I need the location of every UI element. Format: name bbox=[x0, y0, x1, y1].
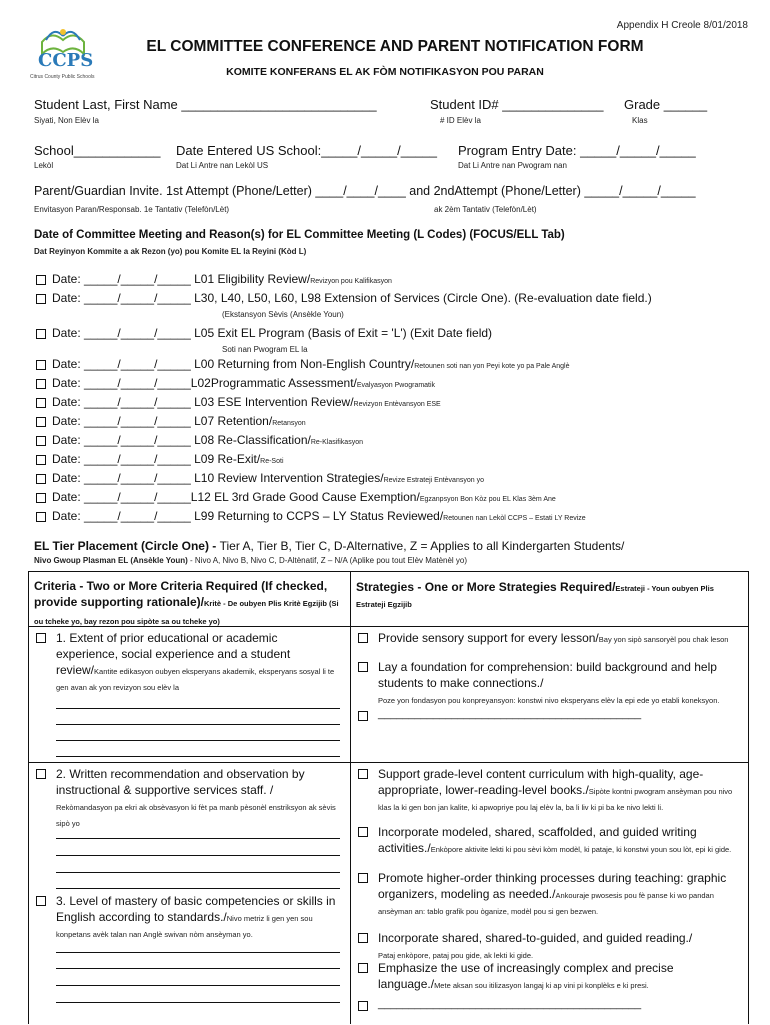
meeting-item-extra: (Ekstansyon Sèvis (Ansèkle Youn) bbox=[222, 310, 344, 319]
parent-invite-field[interactable]: Parent/Guardian Invite. 1st Attempt (Phone/Letter) ____/____/____ and 2ndAttempt (Phone/Letter) _____/_____/_____ bbox=[34, 184, 696, 198]
strategy-item[interactable]: Provide sensory support for every lesson/Bay yon sipò sansoryèl pou chak leson bbox=[358, 630, 742, 646]
grade-sub: Klas bbox=[632, 116, 648, 125]
appendix-label: Appendix H Creole 8/01/2018 bbox=[616, 20, 748, 31]
meeting-item[interactable]: Date: _____/_____/_____ L01 Eligibility Review/Revizyon pou Kalifikasyon bbox=[36, 272, 392, 286]
meeting-item[interactable]: Date: _____/_____/_____ L07 Retention/Retansyon bbox=[36, 414, 306, 428]
meeting-heading: Date of Committee Meeting and Reason(s) for EL Committee Meeting (L Codes) (FOCUS/ELL Tab) bbox=[34, 229, 565, 241]
strategies-header: Strategies - One or More Strategies Required/Estrateji - Youn oubyen Plis Estrateji Egzijib bbox=[356, 580, 714, 609]
meeting-item[interactable]: Date: _____/_____/_____ L99 Returning to CCPS – LY Status Reviewed/Retounen nan Lekòl CCPS – Estati LY Revize bbox=[36, 509, 586, 523]
program-entry-sub: Dat Li Antre nan Pwogram nan bbox=[458, 161, 567, 170]
student-id-sub: # ID Elèv la bbox=[440, 116, 481, 125]
checkbox-icon[interactable] bbox=[358, 963, 368, 973]
strategy-item[interactable]: Support grade-level content curriculum with high-quality, age-appropriate, lower-reading-level books./Sipòte kontni pwogram ansèyman pou nivo klas la ki gen bon jan kalite, ki apwopriye pou laj elèv la, ba li liv ki pi ba ke nivo lekti li. bbox=[358, 766, 742, 814]
checkbox-icon[interactable] bbox=[36, 769, 46, 779]
rationale-line[interactable] bbox=[56, 1002, 340, 1003]
checkbox-icon[interactable] bbox=[36, 294, 46, 304]
checkbox-icon[interactable] bbox=[36, 493, 46, 503]
criteria-item-1[interactable]: 1. Extent of prior educational or academic experience, social experience and a student review/Kantite edikasyon oubyen eksperyans akademik, eksperyans sosyal li te gen avan ak yon revizyon sou elèv la bbox=[36, 630, 341, 694]
checkbox-icon[interactable] bbox=[36, 329, 46, 339]
criteria-header: Criteria - Two or More Criteria Required (If checked, provide supporting rationale)/Kritè - De oubyen Plis Kritè Egzijib (Si ou tcheke yo, bay rezon pou sipòte sa ou tcheke yo) bbox=[34, 579, 339, 626]
student-name-sub: Siyati, Non Elèv la bbox=[34, 116, 99, 125]
rationale-line[interactable] bbox=[56, 740, 340, 741]
rationale-line[interactable] bbox=[56, 855, 340, 856]
checkbox-icon[interactable] bbox=[358, 633, 368, 643]
meeting-item[interactable]: Date: _____/_____/_____ L30, L40, L50, L60, L98 Extension of Services (Circle One). (Re-evaluation date field.) bbox=[36, 291, 652, 305]
checkbox-icon[interactable] bbox=[36, 896, 46, 906]
meeting-item[interactable]: Date: _____/_____/_____ L09 Re-Exit/Re-Soti bbox=[36, 452, 284, 466]
form-title: EL COMMITTEE CONFERENCE AND PARENT NOTIFICATION FORM bbox=[146, 38, 644, 55]
checkbox-icon[interactable] bbox=[358, 827, 368, 837]
checkbox-icon[interactable] bbox=[36, 398, 46, 408]
checkbox-icon[interactable] bbox=[358, 769, 368, 779]
meeting-item[interactable]: Date: _____/_____/_____ L08 Re-Classification/Re-Klasifikasyon bbox=[36, 433, 363, 447]
strategy-item[interactable]: ___________________________________________ bbox=[358, 708, 742, 720]
meeting-item[interactable]: Date: _____/_____/_____ L03 ESE Intervention Review/Revizyon Entèvansyon ESE bbox=[36, 395, 441, 409]
meeting-item-extra: Soti nan Pwogram EL la bbox=[222, 345, 308, 354]
parent-invite-sub2: ak 2èm Tantativ (Telefòn/Lèt) bbox=[434, 205, 537, 214]
rationale-line[interactable] bbox=[56, 872, 340, 873]
strategy-item[interactable]: Incorporate modeled, shared, scaffolded, and guided writing activities./Enkòpore aktivite lekti ki pou sèvi kòm modèl, ki pataje, ki konstwi youn sou lòt, epi ki gide. bbox=[358, 824, 742, 856]
date-entered-field[interactable]: Date Entered US School:_____/_____/_____ bbox=[176, 143, 437, 158]
rationale-line[interactable] bbox=[56, 708, 340, 709]
rationale-line[interactable] bbox=[56, 968, 340, 969]
checkbox-icon[interactable] bbox=[358, 662, 368, 672]
checkbox-icon[interactable] bbox=[36, 455, 46, 465]
checkbox-icon[interactable] bbox=[358, 873, 368, 883]
criteria-item-3[interactable]: 3. Level of mastery of basic competencies or skills in English according to standards./Nivo metriz li gen yen sou konpetans avèk talan nan Anglè swivan nòm ansèyman yo. bbox=[36, 893, 341, 941]
checkbox-icon[interactable] bbox=[36, 474, 46, 484]
checkbox-icon[interactable] bbox=[36, 417, 46, 427]
strategy-item[interactable]: Promote higher-order thinking processes during teaching: graphic organizers, modeling as needed./Ankouraje pwosesis pou fè panse ki wo pandan ansèyman an: tablo grafik pou òganize, modèl pou si gen bezwen. bbox=[358, 870, 742, 918]
meeting-item[interactable]: Date: _____/_____/_____ L05 Exit EL Program (Basis of Exit = 'L') (Exit Date field) bbox=[36, 326, 492, 340]
parent-invite-sub1: Envitasyon Paran/Responsab. 1e Tantativ (Telefòn/Lèt) bbox=[34, 205, 230, 214]
rationale-line[interactable] bbox=[56, 985, 340, 986]
meeting-item[interactable]: Date: _____/_____/_____L02Programmatic Assessment/Evalyasyon Pwogramatik bbox=[36, 376, 435, 390]
meeting-item[interactable]: Date: _____/_____/_____L12 EL 3rd Grade Good Cause Exemption/Egzanpsyon Bon Kòz pou EL Klas 3èm Ane bbox=[36, 490, 556, 504]
program-entry-field[interactable]: Program Entry Date: _____/_____/_____ bbox=[458, 143, 696, 158]
meeting-item[interactable]: Date: _____/_____/_____ L00 Returning from Non-English Country/Retounen soti nan yon Peyi kote yo pa Pale Anglè bbox=[36, 357, 570, 371]
checkbox-icon[interactable] bbox=[36, 379, 46, 389]
logo-subtext: Citrus County Public Schools bbox=[30, 74, 95, 80]
school-field[interactable]: School____________ bbox=[34, 143, 161, 158]
form-subtitle: KOMITE KONFERANS EL AK FÒM NOTIFIKASYON POU PARAN bbox=[226, 66, 544, 78]
student-name-field[interactable]: Student Last, First Name ___________________________ bbox=[34, 97, 377, 112]
logo-text: CCPS bbox=[38, 50, 94, 71]
checkbox-icon[interactable] bbox=[36, 512, 46, 522]
checkbox-icon[interactable] bbox=[358, 711, 368, 721]
student-id-field[interactable]: Student ID# ______________ bbox=[430, 97, 604, 112]
meeting-item[interactable]: Date: _____/_____/_____ L10 Review Intervention Strategies/Revize Estrateji Entèvansyon yo bbox=[36, 471, 484, 485]
checkbox-icon[interactable] bbox=[36, 633, 46, 643]
checkbox-icon[interactable] bbox=[36, 275, 46, 285]
tier-placement-sub: Nivo Gwoup Plasman EL (Ansèkle Youn) - Nivo A, Nivo B, Nivo C, D-Altènatif, Z – N/A (Aplike pou tout Elèv Matènèl yo) bbox=[34, 556, 468, 565]
checkbox-icon[interactable] bbox=[358, 933, 368, 943]
tier-placement[interactable]: EL Tier Placement (Circle One) - Tier A, Tier B, Tier C, D-Alternative, Z = Applies to all Kindergarten Students/ bbox=[34, 539, 625, 553]
rationale-line[interactable] bbox=[56, 838, 340, 839]
checkbox-icon[interactable] bbox=[36, 360, 46, 370]
rationale-line[interactable] bbox=[56, 952, 340, 953]
strategy-item[interactable]: Emphasize the use of increasingly complex and precise language./Mete aksan sou itilizasyon langaj ki ap vini pi konplèks e ki presi. bbox=[358, 960, 742, 992]
rationale-line[interactable] bbox=[56, 756, 340, 757]
school-sub: Lekòl bbox=[34, 161, 54, 170]
strategy-item[interactable]: Lay a foundation for comprehension: build background and help students to make connections./ Poze yon fondasyon pou konpreyansyon: konstwi nivo eksperyans elèv la epi ede yo etabli koneksyon. bbox=[358, 659, 742, 707]
checkbox-icon[interactable] bbox=[358, 1001, 368, 1011]
criteria-item-2[interactable]: 2. Written recommendation and observation by instructional & supportive services staff. / Rekòmandasyon pa ekri ak obsèvasyon ki fèt pa manb pèsonèl enstriksyon ak sèvis sipò yo bbox=[36, 766, 341, 830]
date-entered-sub: Dat Li Antre nan Lekòl US bbox=[176, 161, 269, 170]
checkbox-icon[interactable] bbox=[36, 436, 46, 446]
grade-field[interactable]: Grade ______ bbox=[624, 97, 708, 112]
strategy-item[interactable]: ___________________________________________ bbox=[358, 998, 742, 1010]
rationale-line[interactable] bbox=[56, 888, 340, 889]
rationale-line[interactable] bbox=[56, 724, 340, 725]
meeting-heading-sub: Dat Reyinyon Kommite a ak Rezon (yo) pou Komite EL la Reyini (Kòd L) bbox=[34, 247, 307, 256]
strategy-item[interactable]: Incorporate shared, shared-to-guided, and guided reading./ Pataj enkòpore, pataj pou gide, ak lekti ki gide. bbox=[358, 930, 742, 962]
